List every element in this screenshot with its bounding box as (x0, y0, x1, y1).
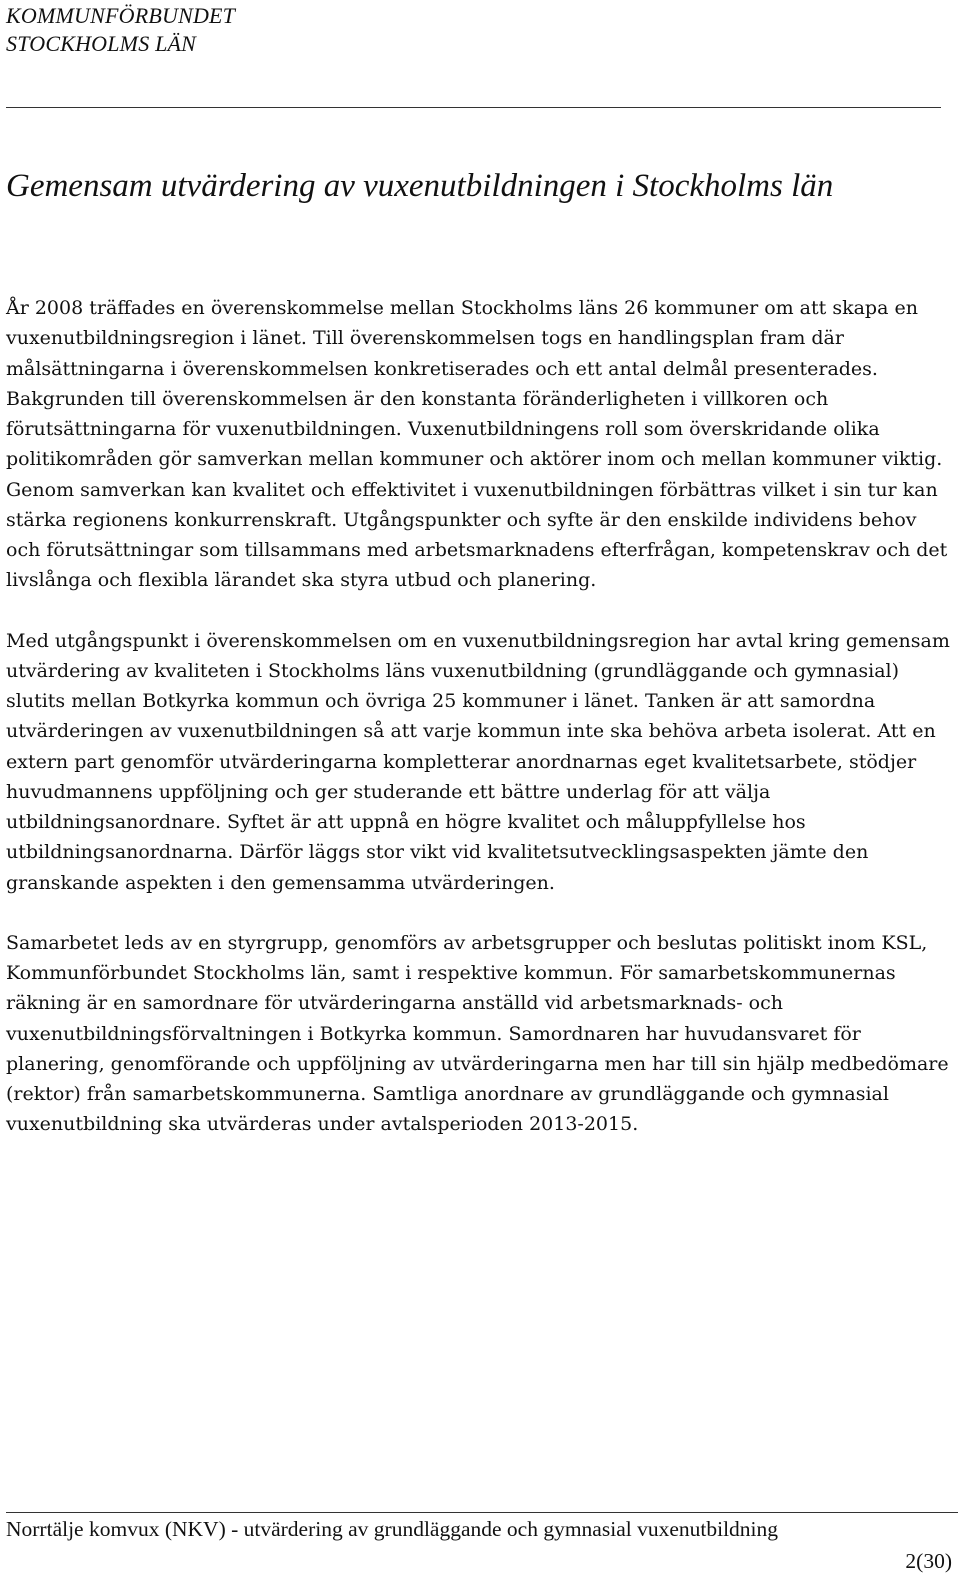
paragraph-3: Samarbetet leds av en styrgrupp, genomförs av arbetsgrupper och beslutas politiskt inom KSL, Kommunförbundet Stockholms län, samt i respektive kommun. För samarbetskommunernas räkning är en samordnare för utvärderingarna anställd vid arbetsmarknads- och vuxenutbildningsförvaltningen i Botkyrka kommun. Samordnaren har huvudansvaret för planering, genomförande och uppföljning av utvärderingarna men har till sin hjälp medbedömare (rektor) från samarbetskommunerna. Samtliga anordnare av grundläggande och gymnasial vuxenutbildning ska utvärderas under avtalsperioden 2013-2015. (6, 931, 949, 1136)
footer-text: Norrtälje komvux (NKV) - utvärdering av grundläggande och gymnasial vuxenutbildning (6, 1517, 779, 1541)
paragraph-1: År 2008 träffades en överenskommelse mellan Stockholms läns 26 kommuner om att skapa en vuxenutbildningsregion i länet. Till överenskommelsen togs en handlingsplan fram där målsättningarna i överenskommelsen konkretiserades och ett antal delmål presenterades. Bakgrunden till överenskommelsen är den konstanta föränderligheten i villkoren och förutsättningarna för vuxenutbildningen. Vuxenutbildningens roll som överskridande olika politikområden gör samverkan mellan kommuner och aktörer inom och mellan kommuner viktig. Genom samverkan kan kvalitet och effektivitet i vuxenutbildningen förbättras vilket i sin tur kan stärka regionens konkurrenskraft. Utgångspunkter och syfte är den enskilde individens behov och förutsättningar som tillsammans med arbetsmarknadens efterfrågan, kompetenskrav och det livslånga och flexibla lärandet ska styra utbud och planering. (6, 297, 948, 592)
paragraph-2: Med utgångspunkt i överenskommelsen om en vuxenutbildningsregion har avtal kring gemensam utvärdering av kvaliteten i Stockholms läns vuxenutbildning (grundläggande och gymnasial) slutits mellan Botkyrka kommun och övriga 25 kommuner i länet. Tanken är att samordna utvärderingen av vuxenutbildningen så att varje kommun inte ska behöva arbeta isolerat. Att en extern part genomför utvärderingarna kompletterar anordnarnas eget kvalitetsarbete, stödjer huvudmannens uppföljning och ger studerande ett bättre underlag för att välja utbildningsanordnare. Syftet är att uppnå en högre kvalitet och måluppfyllelse hos utbildningsanordnarna. Därför läggs stor vikt vid kvalitetsutvecklingsaspekten jämte den granskande aspekten i den gemensamma utvärderingen. (6, 629, 950, 894)
footer-divider (6, 1512, 958, 1513)
org-name-line2: STOCKHOLMS LÄN (6, 31, 197, 56)
page-number: 2(30) (905, 1549, 952, 1573)
org-name-line1: KOMMUNFÖRBUNDET (6, 3, 236, 28)
document-body (6, 293, 951, 1170)
header-divider (6, 107, 941, 108)
page-header (6, 2, 235, 58)
document-title: Gemensam utvärdering av vuxenutbildningen i Stockholms län (6, 168, 834, 204)
